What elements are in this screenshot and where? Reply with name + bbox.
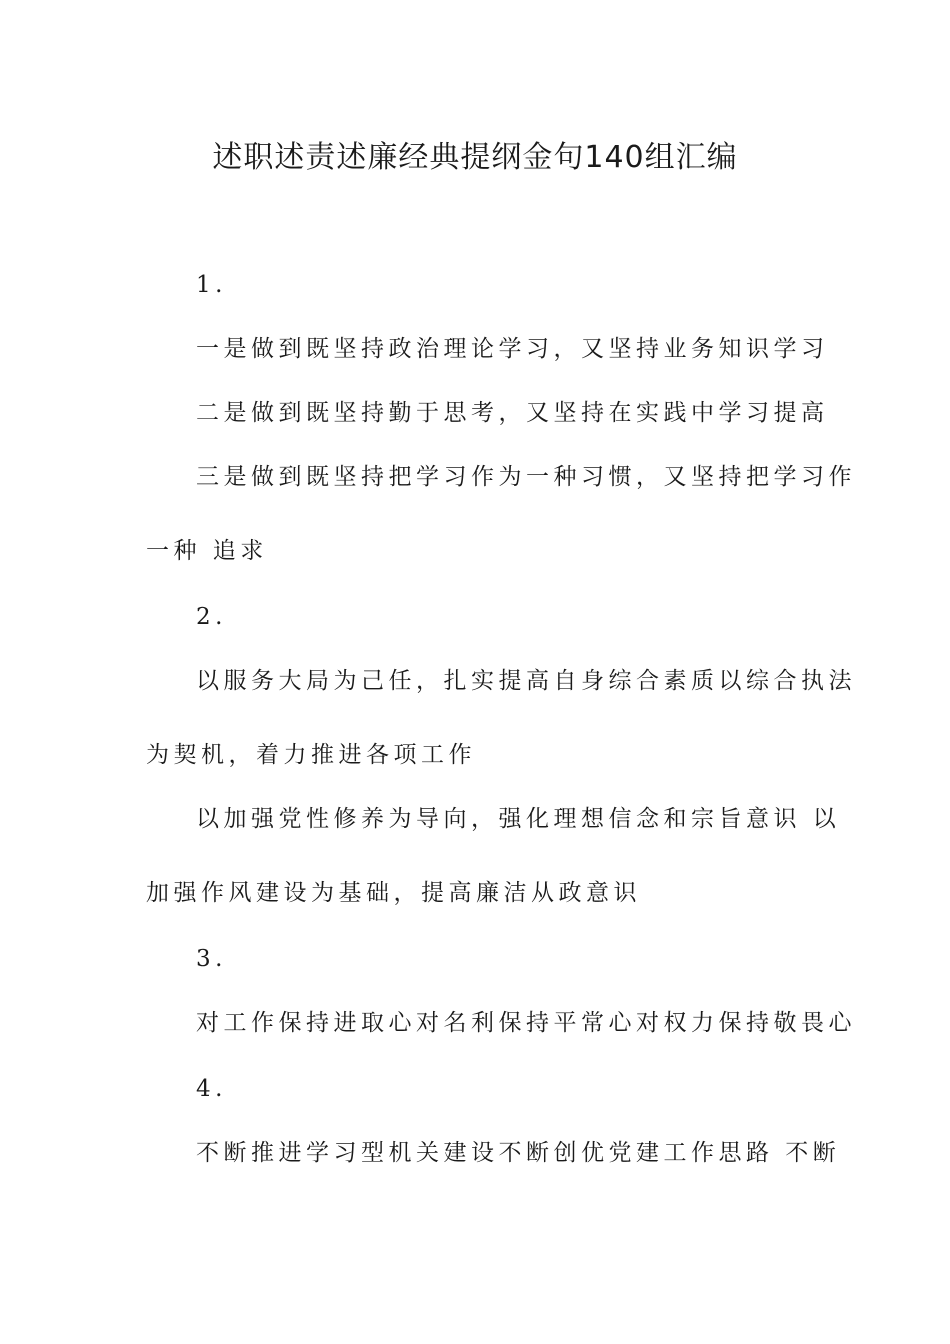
paragraph-line: 为契机，着力推进各项工作 bbox=[146, 742, 476, 768]
paragraph-line: 以加强党性修养为导向，强化理想信念和宗旨意识 以 bbox=[196, 806, 841, 832]
paragraph-line: 不断推进学习型机关建设不断创优党建工作思路 不断 bbox=[196, 1140, 841, 1166]
paragraph-line: 三是做到既坚持把学习作为一种习惯，又坚持把学习作 bbox=[196, 464, 856, 490]
paragraph-line: 二是做到既坚持勤于思考，又坚持在实践中学习提高 bbox=[196, 400, 829, 426]
paragraph-line: 一是做到既坚持政治理论学习，又坚持业务知识学习 bbox=[196, 336, 829, 362]
paragraph-line: 一种 追求 bbox=[146, 538, 268, 564]
section-number-3: 3. bbox=[196, 946, 227, 972]
document-title: 述职述责述廉经典提纲金句140组汇编 bbox=[212, 140, 738, 175]
section-number-4: 4. bbox=[196, 1076, 227, 1102]
paragraph-line: 对工作保持进取心对名利保持平常心对权力保持敬畏心 bbox=[196, 1010, 856, 1036]
paragraph-line: 加强作风建设为基础，提高廉洁从政意识 bbox=[146, 880, 641, 906]
paragraph-line: 以服务大局为己任，扎实提高自身综合素质以综合执法 bbox=[196, 668, 856, 694]
section-number-1: 1. bbox=[196, 272, 227, 298]
section-number-2: 2. bbox=[196, 604, 227, 630]
